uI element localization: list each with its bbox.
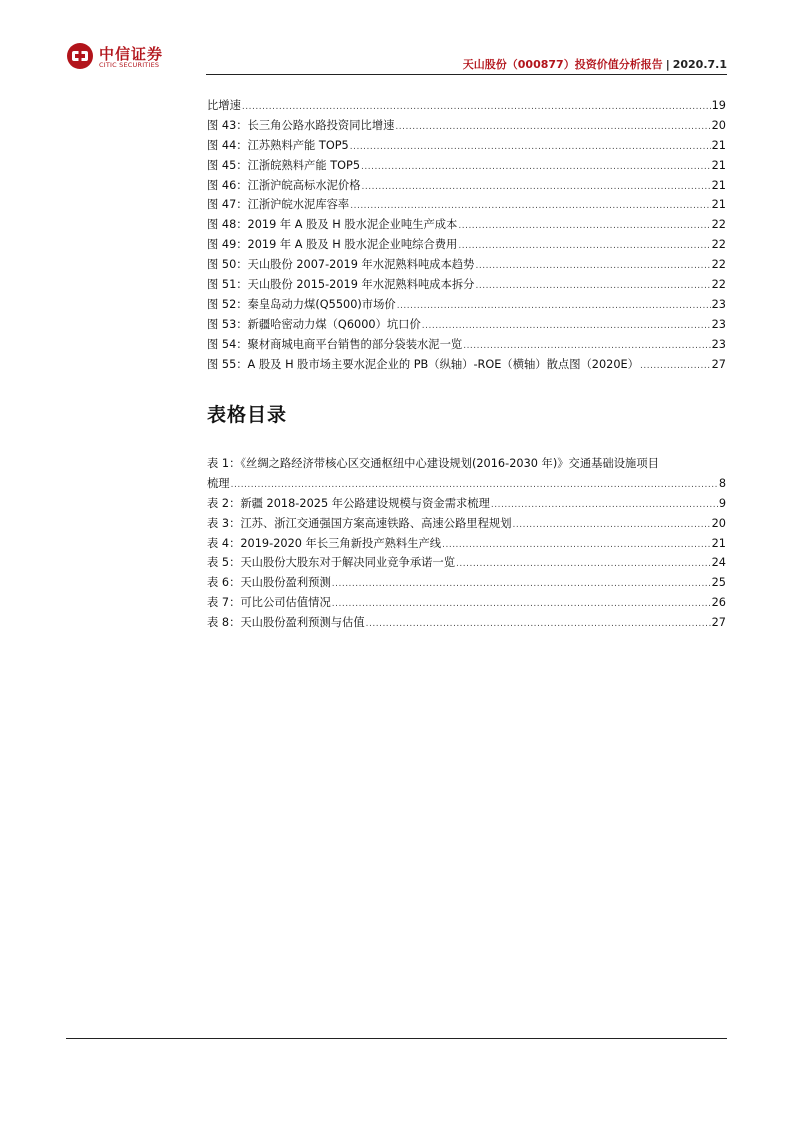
toc-entry[interactable] (207, 573, 726, 593)
toc-entry-label: 图 54：聚材商城电商平台销售的部分袋装水泥一览 (207, 337, 463, 351)
toc-entry-label: 图 49：2019 年 A 股及 H 股水泥企业吨综合费用 (207, 238, 458, 252)
toc-page-number: 21 (711, 198, 726, 212)
toc-entry[interactable] (207, 176, 726, 196)
footer-divider (66, 1038, 727, 1039)
toc-entry[interactable] (207, 215, 726, 235)
toc-entry-label: 图 45：江浙皖熟料产能 TOP5 (207, 158, 361, 172)
toc-entry-label: 表 2：新疆 2018-2025 年公路建设规模与资金需求梳理 (207, 496, 490, 510)
header-separator: | (665, 58, 670, 71)
toc-entry[interactable] (207, 534, 726, 554)
toc-entry-label: 图 47：江浙沪皖水泥库容率 (207, 198, 350, 212)
toc-leader-dots (442, 536, 711, 556)
toc-leader-dots (332, 575, 711, 595)
toc-leader-dots (491, 496, 718, 516)
toc-leader-dots (361, 158, 711, 178)
toc-leader-dots (362, 178, 711, 198)
report-header (463, 56, 727, 72)
toc-entry[interactable] (207, 315, 726, 335)
citic-logo-icon (66, 42, 94, 70)
toc-entry-label: 表 4：2019-2020 年长三角新投产熟料生产线 (207, 536, 442, 550)
report-title: 天山股份（000877）投资价值分析报告 (462, 58, 663, 71)
report-date: 2020.7.1 (672, 58, 727, 71)
toc-page-number: 20 (711, 516, 726, 530)
toc-page-number: 24 (711, 556, 726, 570)
toc-entry-label: 图 50：天山股份 2007-2019 年水泥熟料吨成本趋势 (207, 258, 475, 272)
toc-entry[interactable] (207, 494, 726, 514)
toc-entry-label: 梳理 (207, 476, 230, 490)
toc-leader-dots (513, 516, 711, 536)
toc-entry[interactable] (207, 593, 726, 613)
toc-page-number: 25 (711, 576, 726, 590)
toc-entry[interactable] (207, 156, 726, 176)
toc-entry-label: 图 44：江苏熟料产能 TOP5 (207, 138, 349, 152)
toc-page-number: 23 (711, 337, 726, 351)
toc-leader-dots (422, 317, 711, 337)
toc-page-number: 8 (718, 476, 726, 490)
toc-entry-label: 表 6：天山股份盈利预测 (207, 576, 331, 590)
toc-page-number: 20 (711, 118, 726, 132)
toc-entry-label: 图 43：长三角公路水路投资同比增速 (207, 118, 395, 132)
toc-entry-label: 图 53：新疆哈密动力煤（Q6000）坑口价 (207, 317, 421, 331)
toc-entry[interactable] (207, 116, 726, 136)
toc-entry[interactable] (207, 195, 726, 215)
table-toc-list (207, 454, 726, 633)
toc-entry-label: 图 55：A 股及 H 股市场主要水泥企业的 PB（纵轴）-ROE（横轴）散点图（2020E） (207, 357, 639, 371)
toc-leader-dots (395, 118, 710, 138)
toc-entry[interactable] (207, 355, 726, 375)
toc-entry-label: 表 7：可比公司估值情况 (207, 596, 331, 610)
toc-entry-label: 表 1：《丝绸之路经济带核心区交通枢纽中心建设规划(2016-2030 年)》交通基础设施项目 (207, 457, 659, 470)
toc-entry[interactable] (207, 96, 726, 116)
tables-section-title: 表格目录 (207, 404, 288, 426)
logo-english-name: CITIC SECURITIES (99, 61, 160, 69)
toc-leader-dots (366, 615, 711, 635)
toc-entry[interactable] (207, 335, 726, 355)
toc-page-number: 21 (711, 158, 726, 172)
toc-entry[interactable] (207, 275, 726, 295)
toc-page-number: 19 (711, 99, 726, 112)
toc-leader-dots (640, 357, 711, 377)
toc-leader-dots (456, 555, 711, 575)
toc-page-number: 23 (711, 317, 726, 331)
toc-leader-dots (475, 257, 710, 277)
toc-entry-first-line[interactable] (207, 454, 726, 474)
toc-page-number: 9 (718, 496, 726, 510)
toc-entry[interactable] (207, 613, 726, 633)
toc-entry-label: 图 46：江浙沪皖高标水泥价格 (207, 178, 361, 192)
toc-leader-dots (397, 297, 711, 317)
toc-entry[interactable] (207, 235, 726, 255)
toc-leader-dots (332, 595, 711, 615)
toc-page-number: 21 (711, 536, 726, 550)
toc-page-number: 21 (711, 178, 726, 192)
toc-entry-label: 表 3：江苏、浙江交通强国方案高速铁路、高速公路里程规划 (207, 516, 512, 530)
toc-page-number: 22 (711, 278, 726, 292)
toc-entry-label: 图 52：秦皇岛动力煤(Q5500)市场价 (207, 297, 396, 311)
figure-toc-list (207, 96, 726, 374)
toc-page-number: 21 (711, 138, 726, 152)
toc-entry[interactable] (207, 136, 726, 156)
toc-leader-dots (458, 217, 710, 237)
header-divider (206, 74, 727, 75)
toc-entry[interactable] (207, 514, 726, 534)
toc-entry[interactable] (207, 474, 726, 494)
toc-leader-dots (475, 277, 710, 297)
citic-logo (66, 40, 176, 72)
toc-page-number: 22 (711, 218, 726, 232)
toc-entry-label: 比增速 (207, 99, 241, 112)
toc-leader-dots (458, 237, 710, 257)
toc-page-number: 23 (711, 297, 726, 311)
toc-page-number: 22 (711, 238, 726, 252)
toc-entry[interactable] (207, 295, 726, 315)
toc-entry[interactable] (207, 255, 726, 275)
toc-page-number: 27 (711, 616, 726, 630)
toc-leader-dots (350, 138, 711, 158)
toc-entry-label: 表 5：天山股份大股东对于解决同业竞争承诺一览 (207, 556, 456, 570)
toc-page-number: 26 (711, 596, 726, 610)
logo-chinese-name: 中信证券 (99, 45, 164, 63)
toc-page-number: 27 (711, 357, 726, 371)
toc-entry-label: 图 48：2019 年 A 股及 H 股水泥企业吨生产成本 (207, 218, 458, 232)
toc-entry-label: 图 51：天山股份 2015-2019 年水泥熟料吨成本拆分 (207, 278, 475, 292)
toc-entry-label: 表 8：天山股份盈利预测与估值 (207, 616, 365, 630)
toc-entry[interactable] (207, 553, 726, 573)
toc-page-number: 22 (711, 258, 726, 272)
